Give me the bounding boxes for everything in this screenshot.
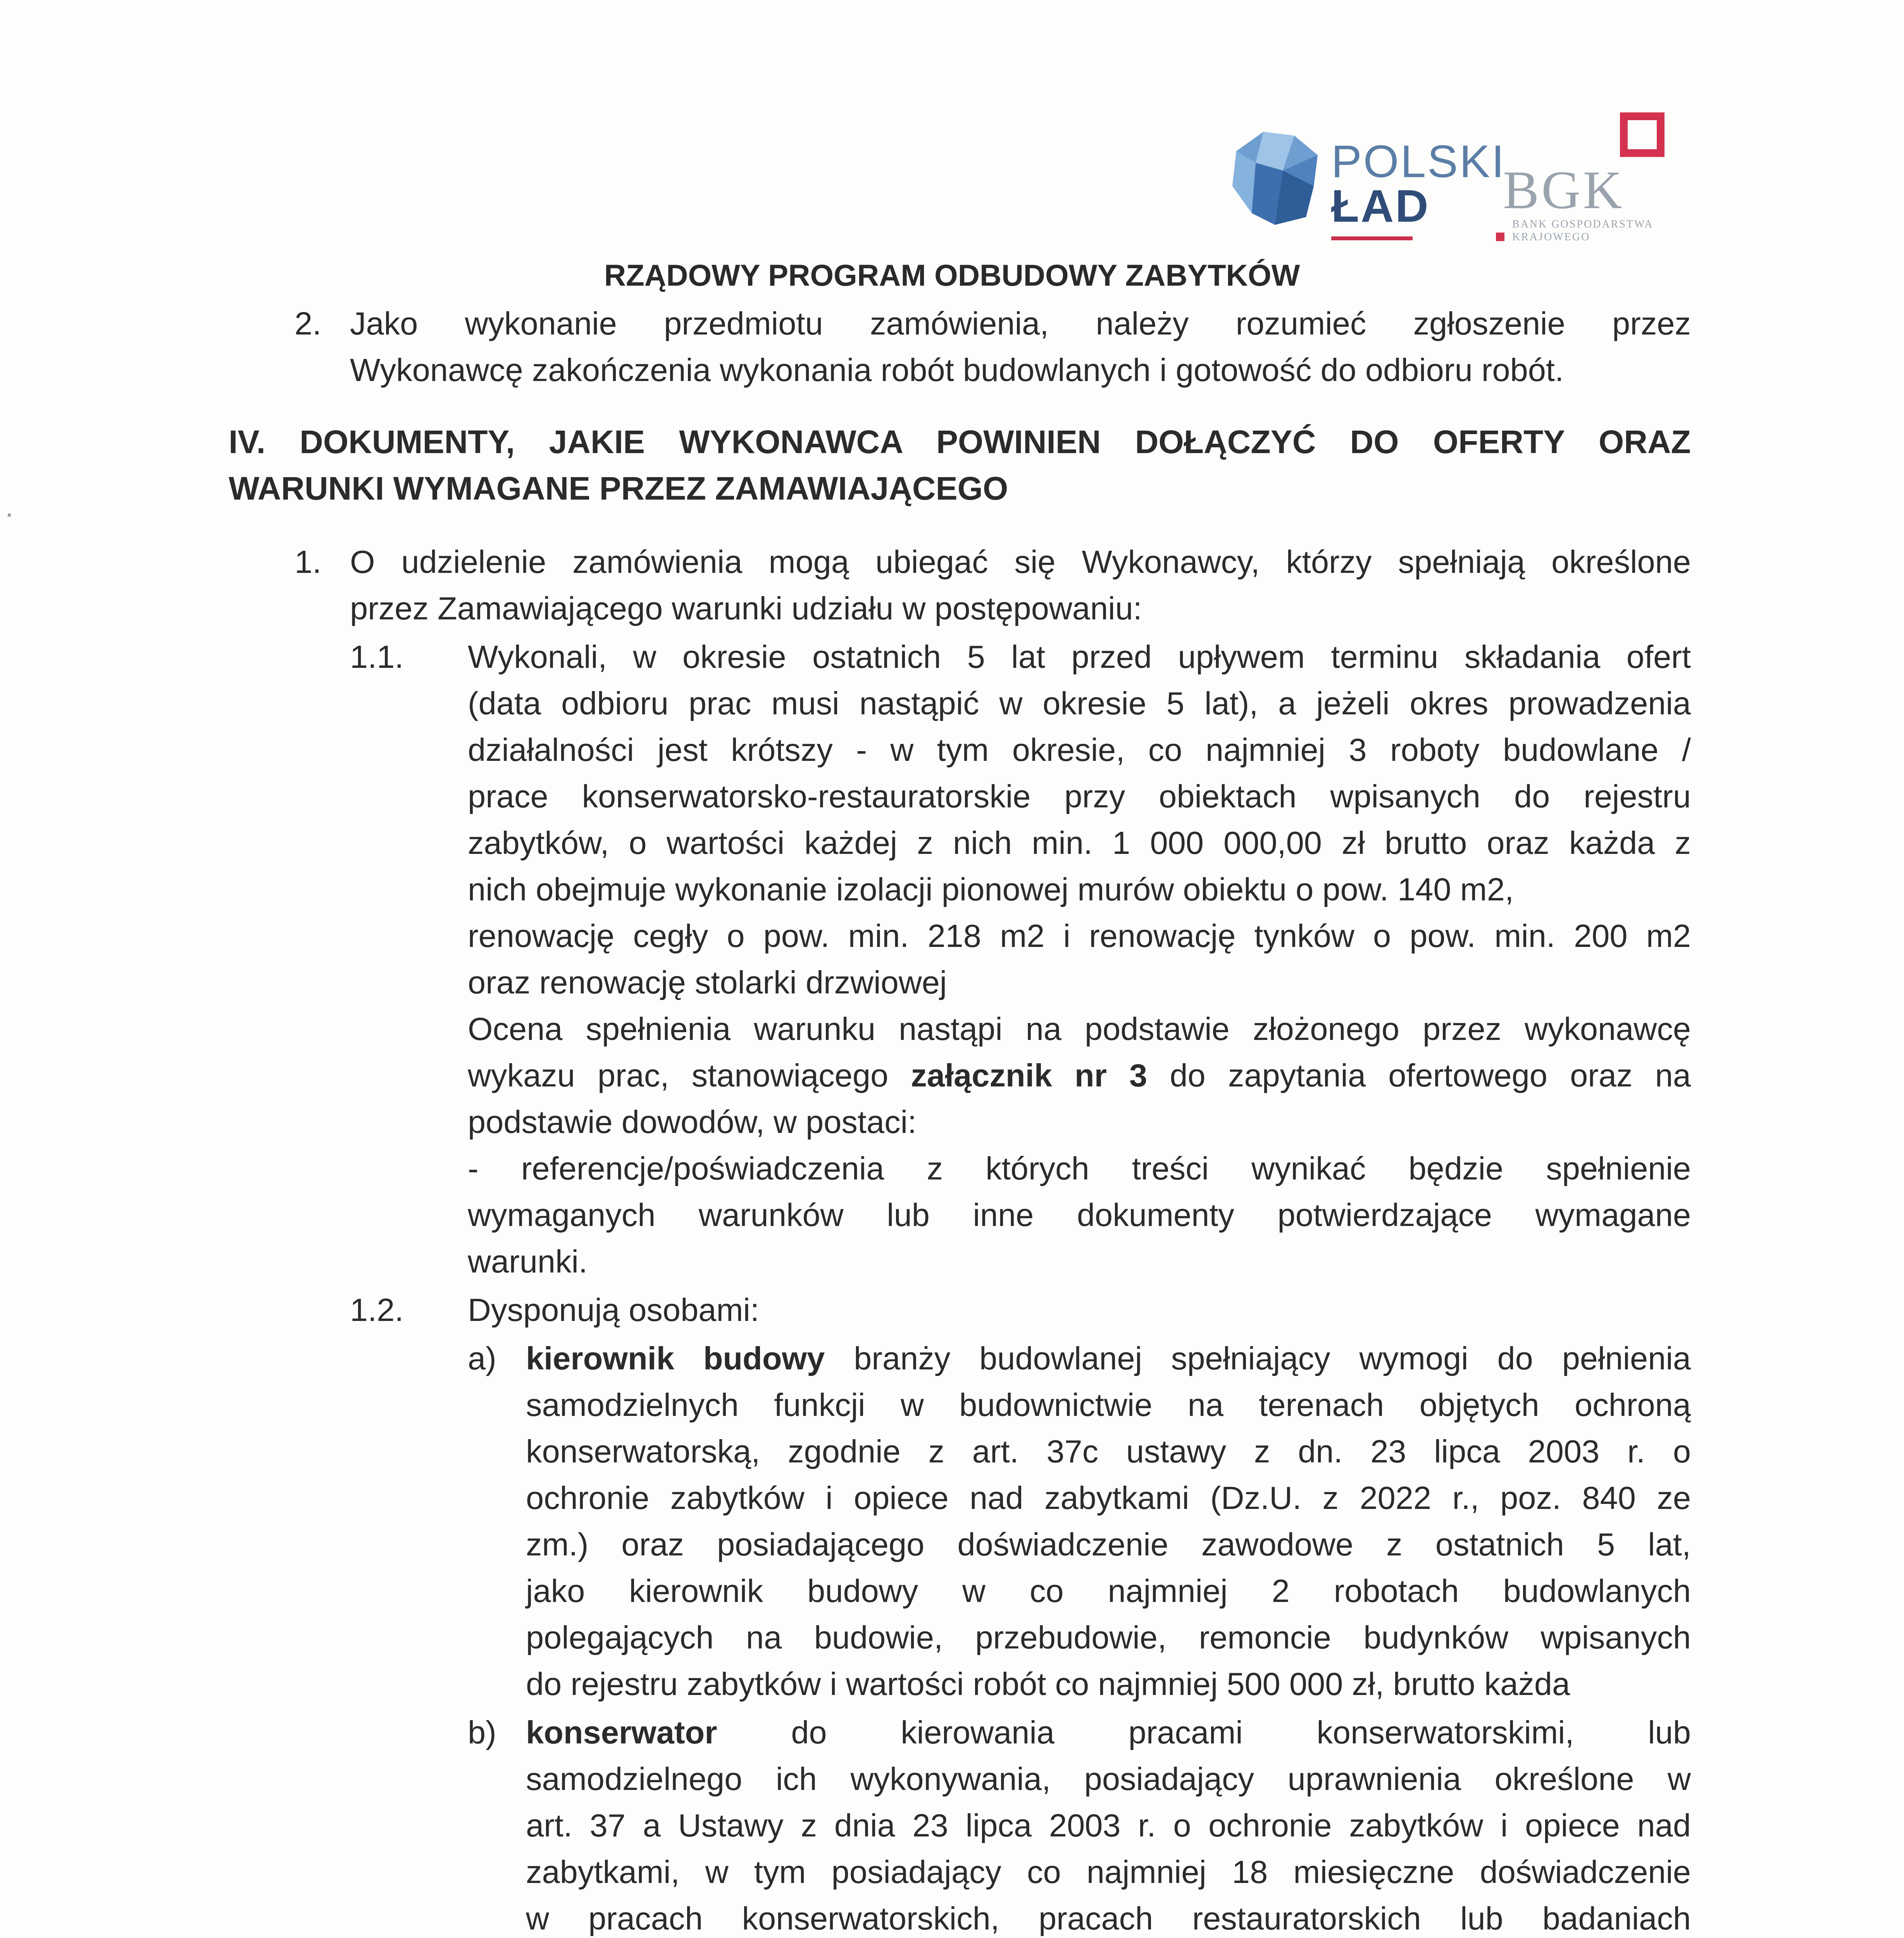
p12a-line2: samodzielnych funkcji w budownictwie na terenach objętych ochroną	[526, 1387, 1691, 1423]
p1-line1: O udzielenie zamówienia mogą ubiegać się Wykonawcy, którzy spełniają określone	[350, 544, 1691, 580]
p11-line9: Ocena spełnienia warunku nastąpi na podstawie złożonego przez wykonawcę	[468, 1011, 1691, 1047]
conservator-term: konserwator	[526, 1714, 717, 1750]
p11-line1: Wykonali, w okresie ostatnich 5 lat przed upływem terminu składania ofert	[468, 639, 1691, 675]
polski-lad-logo-text	[1331, 136, 1506, 232]
p11-line4: prace konserwatorsko-restauratorskie przy obiektach wpisanych do rejestru	[468, 778, 1691, 814]
attachment-3-reference: załącznik nr 3	[911, 1057, 1148, 1093]
bgk-logo-text: BGK	[1503, 160, 1625, 220]
p12a-line4: ochronie zabytków i opiece nad zabytkami (Dz.U. z 2022 r., poz. 840 ze	[526, 1480, 1691, 1516]
p12-title: Dysponują osobami:	[468, 1292, 760, 1328]
p11-line13: wymaganych warunków lub inne dokumenty potwierdzające wymagane	[468, 1197, 1691, 1233]
item2-line2: Wykonawcę zakończenia wykonania robót budowlanych i gotowość do odbioru robót.	[350, 352, 1564, 388]
p12b-line3: art. 37 a Ustawy z dnia 23 lipca 2003 r. o ochronie zabytków i opiece nad	[526, 1807, 1691, 1843]
section4-heading-line1: IV. DOKUMENTY, JAKIE WYKONAWCA POWINIEN DOŁĄCZYĆ DO OFERTY ORAZ	[229, 424, 1691, 460]
item2-number: 2.	[295, 305, 322, 341]
polski-lad-underline	[1331, 236, 1413, 240]
bgk-dot-icon	[1496, 233, 1504, 241]
p11-line10-a: wykazu prac, stanowiącego	[468, 1057, 911, 1093]
p12b-line2: samodzielnego ich wykonywania, posiadający uprawnienia określone w	[526, 1761, 1691, 1797]
p12a-line6: jako kierownik budowy w co najmniej 2 robotach budowlanych	[526, 1573, 1691, 1609]
section4-heading-line2: WARUNKI WYMAGANE PRZEZ ZAMAWIAJĄCEGO	[229, 470, 1008, 507]
p11-line5: zabytków, o wartości każdej z nich min. 1 000 000,00 zł brutto oraz każda z	[468, 825, 1691, 861]
p1-line2: przez Zamawiającego warunki udziału w postępowaniu:	[350, 590, 1142, 626]
p11-line6: nich obejmuje wykonanie izolacji pionowej murów obiektu o pow. 140 m2,	[468, 871, 1514, 907]
p11-line10-c: do zapytania ofertowego oraz na	[1147, 1057, 1691, 1093]
p12b-letter: b)	[468, 1714, 496, 1750]
p11-line2: (data odbioru prac musi nastąpić w okresie 5 lat), a jeżeli okres prowadzenia	[468, 685, 1691, 721]
p12b-line4: zabytkami, w tym posiadający co najmniej 18 miesięczne doświadczenie	[526, 1854, 1691, 1890]
p12a-line3: konserwatorską, zgodnie z art. 37c ustawy z dn. 23 lipca 2003 r. o	[526, 1433, 1691, 1469]
bgk-sub-line2: KRAJOWEGO	[1512, 231, 1590, 243]
p11-line11: podstawie dowodów, w postaci:	[468, 1104, 917, 1140]
polski-lad-line2: ŁAD	[1331, 181, 1430, 232]
p11-number: 1.1.	[350, 639, 404, 675]
p11-line12: - referencje/poświadczenia z których treści wynikać będzie spełnienie	[468, 1150, 1691, 1186]
p12a-line1	[526, 1335, 1691, 1382]
p12a-line8: do rejestru zabytków i wartości robót co najmniej 500 000 zł, brutto każda	[526, 1666, 1570, 1702]
p11-line7: renowację cegły o pow. min. 218 m2 i renowację tynków o pow. min. 200 m2	[468, 918, 1691, 954]
bgk-subtitle	[1512, 218, 1653, 243]
program-title: RZĄDOWY PROGRAM ODBUDOWY ZABYTKÓW	[604, 258, 1300, 292]
p11-line3: działalności jest krótszy - w tym okresie, co najmniej 3 roboty budowlane /	[468, 732, 1691, 768]
scan-mark	[8, 514, 11, 517]
p1-number: 1.	[295, 544, 322, 580]
p12b-line5: w pracach konserwatorskich, pracach restauratorskich lub badaniach	[526, 1900, 1691, 1936]
p11-line10	[468, 1052, 1691, 1099]
polski-lad-line1: POLSKI	[1331, 136, 1506, 187]
p12-number: 1.2.	[350, 1292, 404, 1328]
header-logos	[1229, 112, 1694, 252]
site-manager-term: kierownik budowy	[526, 1340, 825, 1376]
bgk-sub-line1: BANK GOSPODARSTWA	[1512, 218, 1654, 230]
p12a-letter: a)	[468, 1340, 496, 1376]
p12a-line7: polegających na budowie, przebudowie, remoncie budynków wpisanych	[526, 1619, 1691, 1655]
p11-line8: oraz renowację stolarki drzwiowej	[468, 964, 947, 1000]
bgk-square-logo-icon	[1620, 112, 1664, 157]
p12a-line5: zm.) oraz posiadającego doświadczenie zawodowe z ostatnich 5 lat,	[526, 1526, 1691, 1562]
p11-line14: warunki.	[468, 1243, 588, 1279]
p12b-line1	[526, 1709, 1691, 1756]
item2-line1: Jako wykonanie przedmiotu zamówienia, należy rozumieć zgłoszenie przez	[350, 305, 1691, 341]
p12b-line1-rest: do kierowania pracami konserwatorskimi, lub	[717, 1714, 1691, 1750]
p12a-line1-rest: branży budowlanej spełniający wymogi do pełnienia	[825, 1340, 1691, 1376]
polski-lad-map-logo-icon	[1229, 128, 1322, 229]
